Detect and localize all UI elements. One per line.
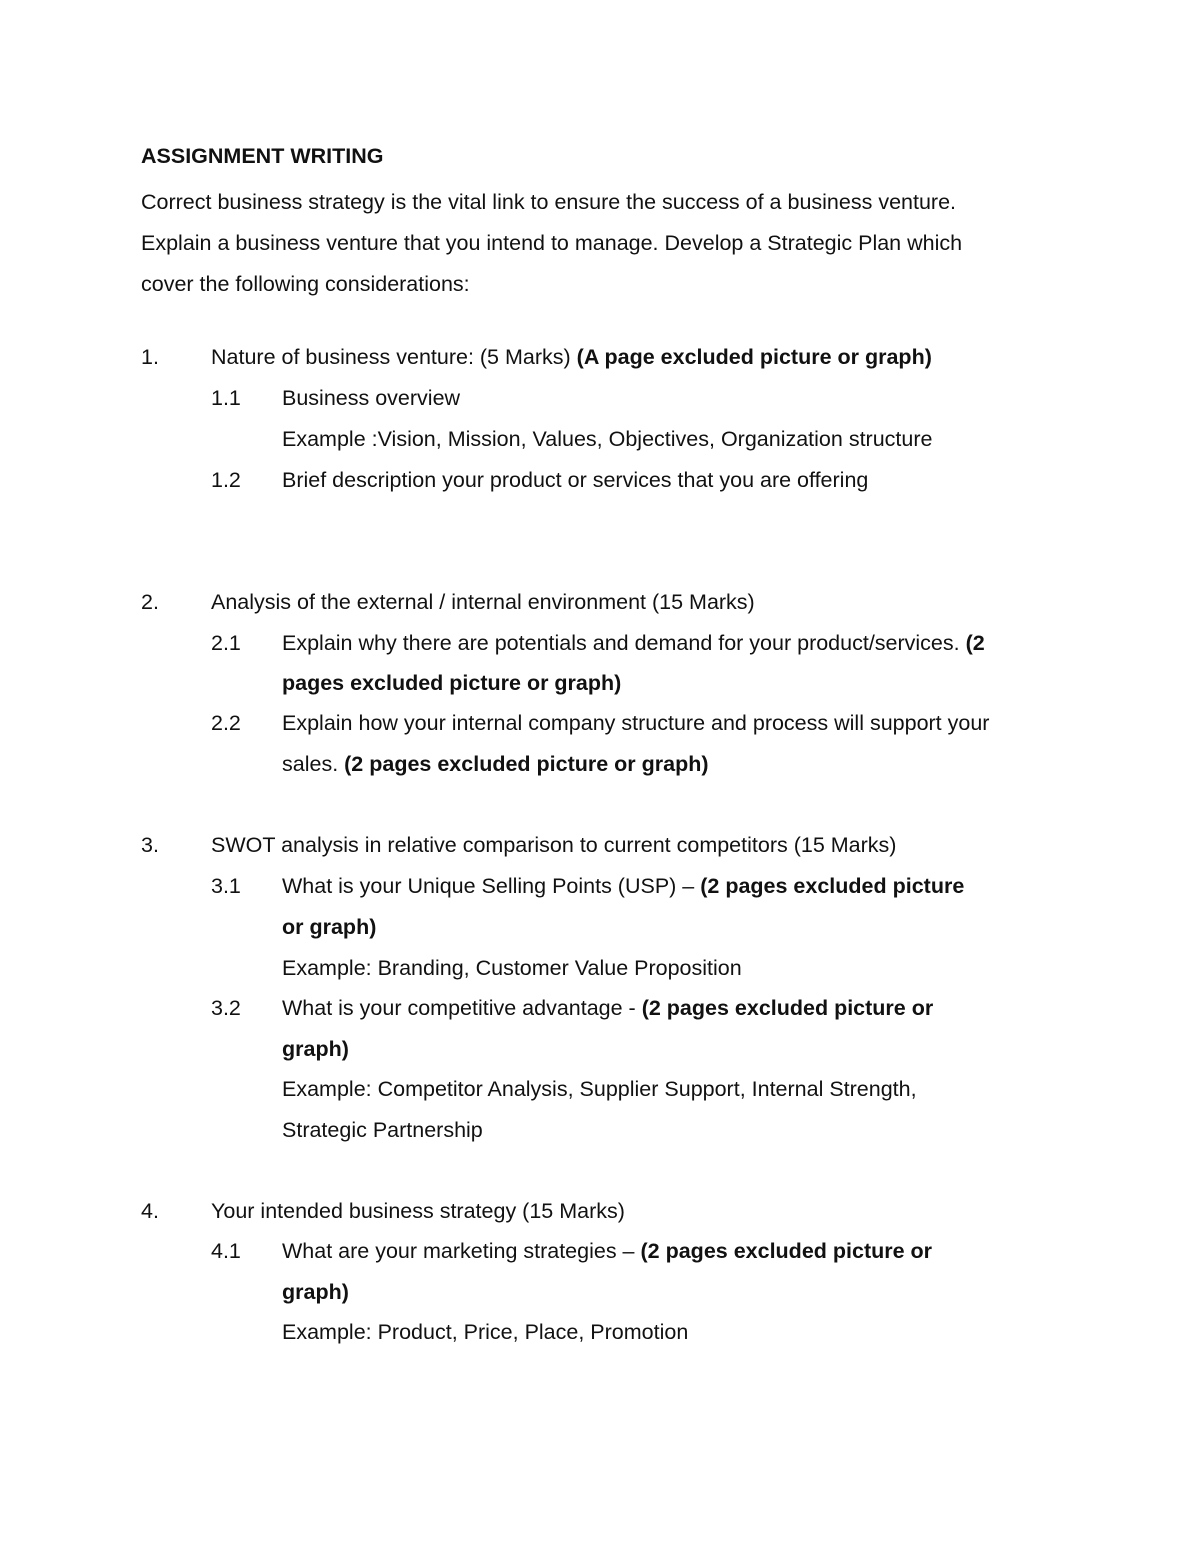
item-text: Business overview bbox=[282, 386, 461, 410]
section-number: 1. bbox=[141, 345, 159, 369]
item-example: Strategic Partnership bbox=[282, 1118, 483, 1142]
item-text-bold: (2 pages excluded picture bbox=[700, 874, 965, 898]
section-heading-bold: (A page excluded picture or graph) bbox=[576, 345, 932, 369]
item-text-bold: pages excluded picture or graph) bbox=[282, 671, 622, 695]
item-text-regular: What is your competitive advantage - bbox=[282, 996, 642, 1020]
item-number: 1.2 bbox=[211, 468, 241, 492]
item-text-regular: What is your Unique Selling Points (USP) – bbox=[282, 874, 701, 898]
item-number: 4.1 bbox=[211, 1239, 241, 1263]
item-text-bold: (2 pages excluded picture or bbox=[640, 1239, 933, 1263]
item-example: Example: Branding, Customer Value Proposition bbox=[282, 956, 742, 980]
item-number: 1.1 bbox=[211, 386, 241, 410]
item-text-bold: (2 pages excluded picture or graph) bbox=[344, 752, 709, 776]
section-number: 4. bbox=[141, 1199, 159, 1223]
item-number: 2.2 bbox=[211, 711, 241, 735]
intro-line: cover the following considerations: bbox=[141, 272, 470, 296]
item-text-regular: sales. bbox=[282, 752, 345, 776]
item-text: Brief description your product or services that you are offering bbox=[282, 468, 869, 492]
item-text bbox=[282, 629, 985, 657]
item-text bbox=[282, 750, 709, 778]
item-text-regular: Explain why there are potentials and demand for your product/services. bbox=[282, 631, 966, 655]
intro-line: Correct business strategy is the vital link to ensure the success of a business venture. bbox=[141, 190, 957, 214]
item-text-bold: graph) bbox=[282, 1280, 349, 1304]
item-text-regular: What are your marketing strategies – bbox=[282, 1239, 641, 1263]
item-text bbox=[282, 994, 933, 1022]
document-title: ASSIGNMENT WRITING bbox=[141, 144, 384, 168]
item-example: Example :Vision, Mission, Values, Objectives, Organization structure bbox=[282, 427, 933, 451]
section-number: 2. bbox=[141, 590, 159, 614]
item-text-bold: graph) bbox=[282, 1037, 349, 1061]
section-number: 3. bbox=[141, 833, 159, 857]
section-heading: Your intended business strategy (15 Marks) bbox=[211, 1199, 625, 1223]
section-heading: SWOT analysis in relative comparison to current competitors (15 Marks) bbox=[211, 833, 897, 857]
section-heading-text: Nature of business venture: (5 Marks) bbox=[211, 345, 577, 369]
item-number: 3.1 bbox=[211, 874, 241, 898]
section-heading: Analysis of the external / internal environment (15 Marks) bbox=[211, 590, 755, 614]
item-example: Example: Competitor Analysis, Supplier Support, Internal Strength, bbox=[282, 1077, 917, 1101]
item-text bbox=[282, 1237, 932, 1265]
section-heading bbox=[211, 343, 932, 371]
item-number: 3.2 bbox=[211, 996, 241, 1020]
intro-line: Explain a business venture that you intend to manage. Develop a Strategic Plan which bbox=[141, 231, 963, 255]
item-example: Example: Product, Price, Place, Promotion bbox=[282, 1320, 689, 1344]
item-number: 2.1 bbox=[211, 631, 241, 655]
item-text-bold: (2 bbox=[965, 631, 985, 655]
item-text-bold: or graph) bbox=[282, 915, 377, 939]
item-text bbox=[282, 872, 964, 900]
item-text: Explain how your internal company structure and process will support your bbox=[282, 711, 990, 735]
item-text-bold: (2 pages excluded picture or bbox=[641, 996, 934, 1020]
intro-paragraph bbox=[141, 182, 1071, 305]
